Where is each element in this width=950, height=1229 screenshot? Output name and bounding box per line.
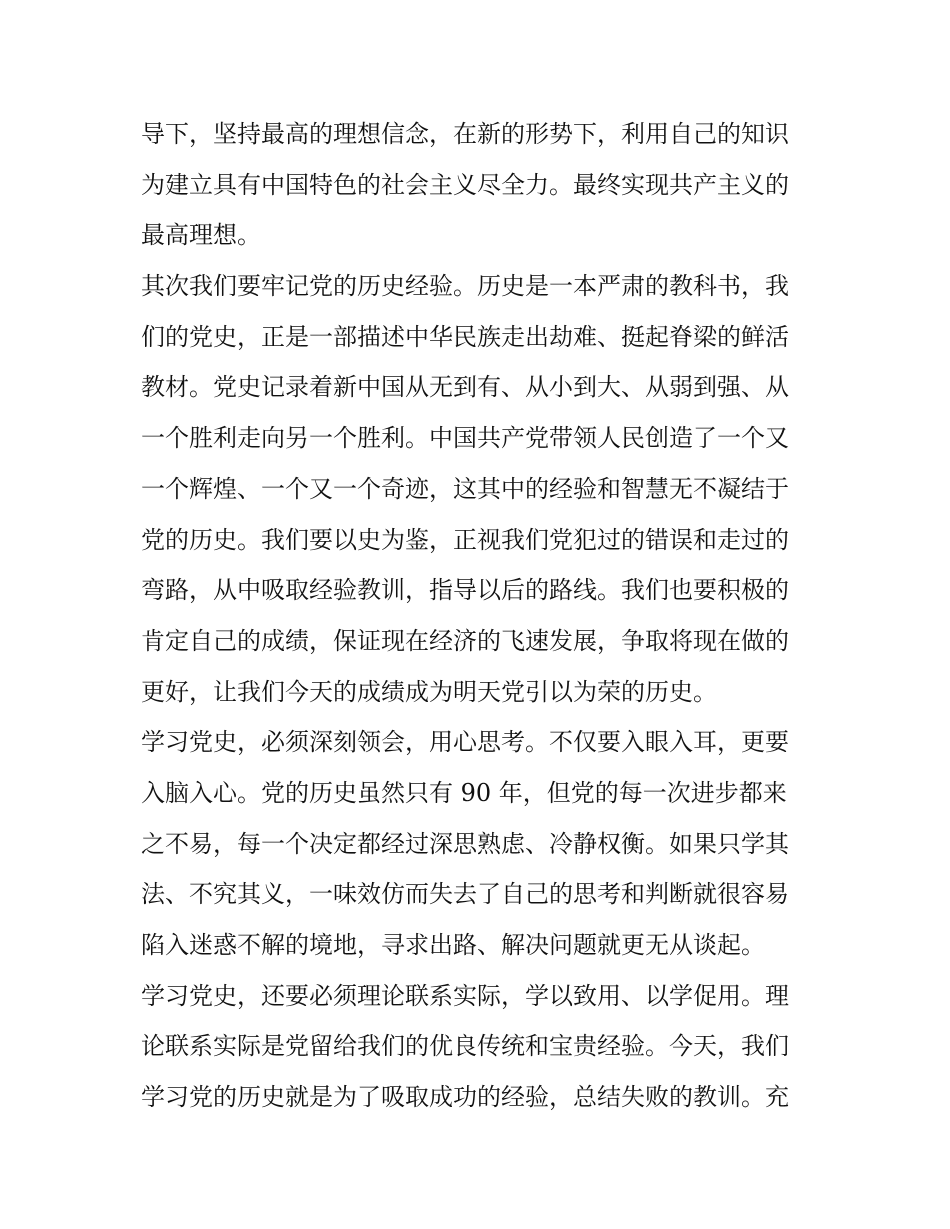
text-line: 导下，坚持最高的理想信念，在新的形势下，利用自己的知识: [141, 120, 789, 148]
text-line: 学习党的历史就是为了吸取成功的经验，总结失败的教训。充: [141, 1083, 789, 1112]
text-line: 学习党史，还要必须理论联系实际，学以致用、以学促用。理: [141, 981, 789, 1010]
text-line: 陷入迷惑不解的境地，寻求出路、解决问题就更无从谈起。: [141, 931, 765, 959]
text-line: 一个辉煌、一个又一个奇迹，这其中的经验和智慧无不凝结于: [141, 474, 789, 503]
body-text: [141, 109, 821, 1123]
text-line: 法、不究其义，一味效仿而失去了自己的思考和判断就很容易: [141, 880, 789, 909]
text-line: 为建立具有中国特色的社会主义尽全力。最终实现共产主义的: [141, 170, 789, 199]
text-line: 们的党史，正是一部描述中华民族走出劫难、挺起脊梁的鲜活: [141, 322, 789, 351]
text-line: 肯定自己的成绩，保证现在经济的飞速发展，争取将现在做的: [141, 626, 789, 655]
text-line: 弯路，从中吸取经验教训，指导以后的路线。我们也要积极的: [141, 576, 789, 605]
text-line: 其次我们要牢记党的历史经验。历史是一本严肃的教科书，我: [141, 272, 789, 301]
text-line: 教材。党史记录着新中国从无到有、从小到大、从弱到强、从: [141, 373, 789, 402]
text-line: 党的历史。我们要以史为鉴，正视我们党犯过的错误和走过的: [141, 525, 789, 554]
text-line: 入脑入心。党的历史虽然只有 90 年，但党的每一次进步都来: [141, 778, 787, 807]
text-line: 论联系实际是党留给我们的优良传统和宝贵经验。今天，我们: [141, 1032, 789, 1061]
text-line: 之不易，每一个决定都经过深思熟虑、冷静权衡。如果只学其: [141, 829, 789, 858]
text-line: 学习党史，必须深刻领会，用心思考。不仅要入眼入耳，更要: [141, 728, 789, 757]
text-line: 一个胜利走向另一个胜利。中国共产党带领人民创造了一个又: [141, 424, 789, 453]
text-line: 更好，让我们今天的成绩成为明天党引以为荣的历史。: [141, 677, 717, 706]
text-line: 最高理想。: [141, 221, 261, 250]
